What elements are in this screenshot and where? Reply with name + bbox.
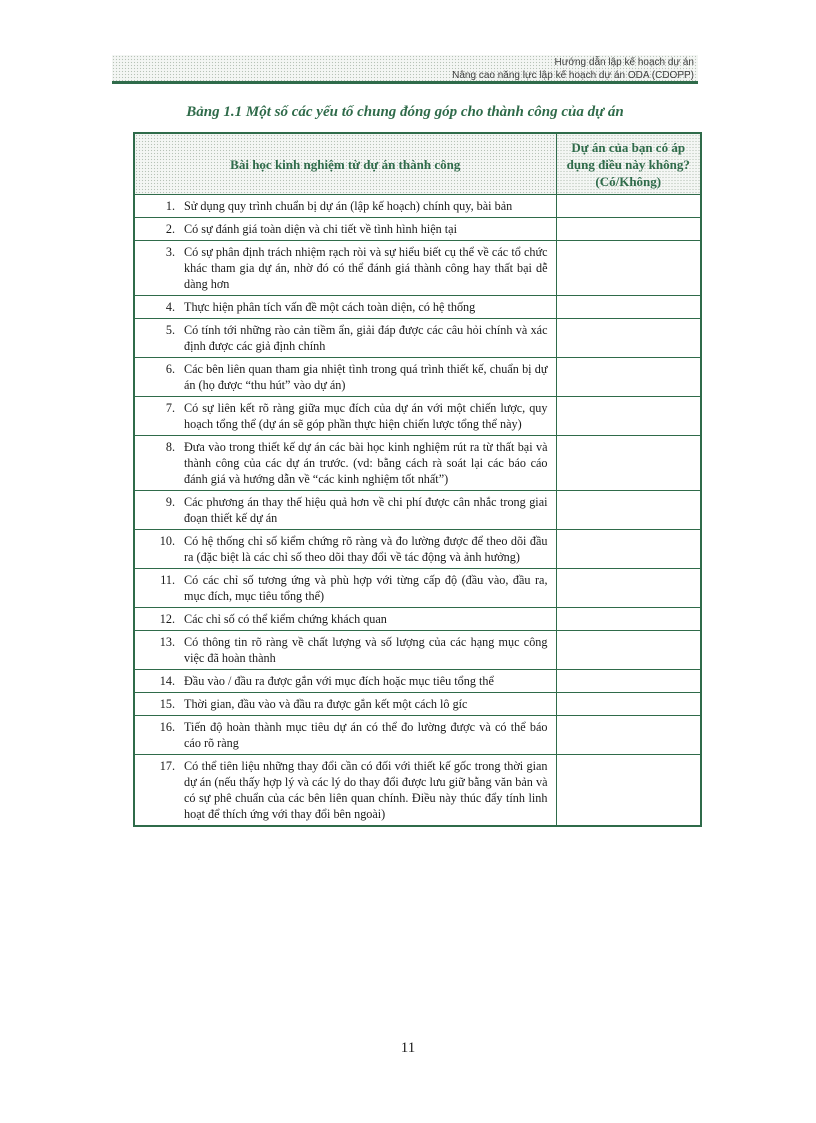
applied-answer-cell[interactable] — [556, 716, 701, 755]
applied-answer-cell[interactable] — [556, 397, 701, 436]
applied-answer-cell[interactable] — [556, 195, 701, 218]
lesson-number: 1. — [165, 199, 175, 213]
lesson-cell — [134, 436, 556, 491]
table-row — [134, 296, 701, 319]
lesson-cell — [134, 530, 556, 569]
lesson-cell — [134, 569, 556, 608]
lesson-number: 5. — [165, 323, 175, 337]
table-row — [134, 319, 701, 358]
applied-answer-cell[interactable] — [556, 296, 701, 319]
table-row — [134, 530, 701, 569]
table-row — [134, 693, 701, 716]
lesson-text: Thời gian, đầu vào và đầu ra được gắn kết một cách lô gíc — [184, 697, 468, 711]
lesson-text: Có sự liên kết rõ ràng giữa mục đích của dự án với một chiến lược, quy hoạch tổng thể (dự án sẽ góp phần thực hiện chiến lược tổng thể này) — [184, 401, 548, 431]
lesson-text: Đưa vào trong thiết kế dự án các bài học kinh nghiệm rút ra từ thất bại và thành công của các dự án trước. (vd: bằng cách rà soát lại các báo cáo đánh giá và hướng dẫn về “các kinh nghiệm tốt nhất”) — [184, 440, 548, 486]
column-header-lessons: Bài học kinh nghiệm từ dự án thành công — [134, 133, 556, 195]
lesson-cell — [134, 241, 556, 296]
table-title: Bảng 1.1 Một số các yếu tố chung đóng góp cho thành công của dự án — [186, 104, 624, 120]
lesson-number: 7. — [165, 401, 175, 415]
lesson-text: Tiến độ hoàn thành mục tiêu dự án có thể đo lường được và có thể báo cáo rõ ràng — [184, 720, 548, 750]
applied-answer-cell[interactable] — [556, 241, 701, 296]
table-row — [134, 608, 701, 631]
lesson-text: Có sự phân định trách nhiệm rạch ròi và sự hiểu biết cụ thể về các tổ chức khác tham gia dự án, nhờ đó có thể đánh giá thành công hay thất bại dễ dàng hơn — [184, 245, 548, 291]
lesson-cell — [134, 716, 556, 755]
applied-answer-cell[interactable] — [556, 569, 701, 608]
lesson-text: Các chỉ số có thể kiểm chứng khách quan — [184, 612, 387, 626]
lesson-cell — [134, 195, 556, 218]
applied-answer-cell[interactable] — [556, 218, 701, 241]
lesson-number: 16. — [159, 720, 175, 734]
lesson-number: 12. — [159, 612, 175, 626]
lesson-cell — [134, 296, 556, 319]
lesson-text: Có thể tiên liệu những thay đổi cần có đối với thiết kế gốc trong thời gian dự án (nếu thấy hợp lý và các lý do thay đổi được lưu giữ bằng văn bản và có sự phê chuẩn của các bên liên quan chính. Điều này thúc đẩy tính linh hoạt để thích ứng với thay đổi bên ngoài) — [184, 759, 548, 821]
applied-answer-cell[interactable] — [556, 358, 701, 397]
page-number: 11 — [400, 1040, 416, 1056]
lesson-text: Sử dụng quy trình chuẩn bị dự án (lập kế hoạch) chính quy, bài bản — [184, 199, 513, 213]
table-header-row — [134, 133, 701, 195]
table-row — [134, 218, 701, 241]
table-row — [134, 755, 701, 827]
lesson-number: 3. — [165, 245, 175, 259]
lesson-cell — [134, 358, 556, 397]
lesson-number: 6. — [165, 362, 175, 376]
applied-answer-cell[interactable] — [556, 670, 701, 693]
lesson-text: Có hệ thống chỉ số kiểm chứng rõ ràng và đo lường được để theo dõi đầu ra (đặc biệt là các chỉ số theo dõi thay đổi về tác động và ảnh hưởng) — [184, 534, 548, 564]
applied-answer-cell[interactable] — [556, 436, 701, 491]
column-header-applied: Dự án của bạn có áp dụng điều này không? (Có/Không) — [556, 133, 701, 195]
lesson-cell — [134, 631, 556, 670]
page-header — [112, 55, 698, 84]
lesson-number: 4. — [165, 300, 175, 314]
lesson-cell — [134, 755, 556, 827]
table-row — [134, 631, 701, 670]
lesson-number: 13. — [159, 635, 175, 649]
table-row — [134, 358, 701, 397]
table-row — [134, 491, 701, 530]
header-guide-title: Hướng dẫn lập kế hoạch dự án — [554, 57, 694, 68]
lesson-cell — [134, 491, 556, 530]
applied-answer-cell[interactable] — [556, 631, 701, 670]
lesson-number: 14. — [159, 674, 175, 688]
lesson-text: Các phương án thay thế hiệu quả hơn về chi phí được cân nhắc trong giai đoạn thiết kế dự án — [184, 495, 548, 525]
lesson-text: Đầu vào / đầu ra được gắn với mục đích hoặc mục tiêu tổng thể — [184, 674, 494, 688]
table-row — [134, 195, 701, 218]
applied-answer-cell[interactable] — [556, 319, 701, 358]
lesson-cell — [134, 693, 556, 716]
lesson-cell — [134, 319, 556, 358]
applied-answer-cell[interactable] — [556, 693, 701, 716]
table-body — [134, 195, 701, 827]
applied-answer-cell[interactable] — [556, 491, 701, 530]
header-project-name: Nâng cao năng lực lập kế hoạch dự án ODA (CDOPP) — [452, 70, 694, 81]
table-row — [134, 670, 701, 693]
table-row — [134, 436, 701, 491]
lesson-text: Có thông tin rõ ràng về chất lượng và số lượng của các hạng mục công việc đã hoàn thành — [184, 635, 548, 665]
lesson-number: 2. — [165, 222, 175, 236]
lesson-text: Các bên liên quan tham gia nhiệt tình trong quá trình thiết kế, chuẩn bị dự án (họ được “thu hút” vào dự án) — [184, 362, 548, 392]
table-row — [134, 397, 701, 436]
lesson-number: 15. — [159, 697, 175, 711]
lesson-number: 11. — [160, 573, 175, 587]
success-factors-table — [133, 132, 702, 827]
lesson-text: Thực hiện phân tích vấn đề một cách toàn diện, có hệ thống — [184, 300, 476, 314]
table-row — [134, 716, 701, 755]
lesson-number: 9. — [165, 495, 175, 509]
table-row — [134, 569, 701, 608]
applied-answer-cell[interactable] — [556, 530, 701, 569]
lesson-cell — [134, 397, 556, 436]
lesson-number: 8. — [165, 440, 175, 454]
lesson-text: Có sự đánh giá toàn diện và chi tiết về tình hình hiện tại — [184, 222, 457, 236]
lesson-cell — [134, 670, 556, 693]
applied-answer-cell[interactable] — [556, 755, 701, 827]
applied-answer-cell[interactable] — [556, 608, 701, 631]
lesson-text: Có tính tới những rào cản tiềm ẩn, giải đáp được các câu hỏi chính và xác định được các giả định chính — [184, 323, 548, 353]
lesson-number: 10. — [159, 534, 175, 548]
table-row — [134, 241, 701, 296]
lesson-cell — [134, 218, 556, 241]
lesson-text: Có các chỉ số tương ứng và phù hợp với từng cấp độ (đầu vào, đầu ra, mục đích, mục tiêu tổng thể) — [184, 573, 548, 603]
lesson-cell — [134, 608, 556, 631]
lesson-number: 17. — [159, 759, 175, 773]
